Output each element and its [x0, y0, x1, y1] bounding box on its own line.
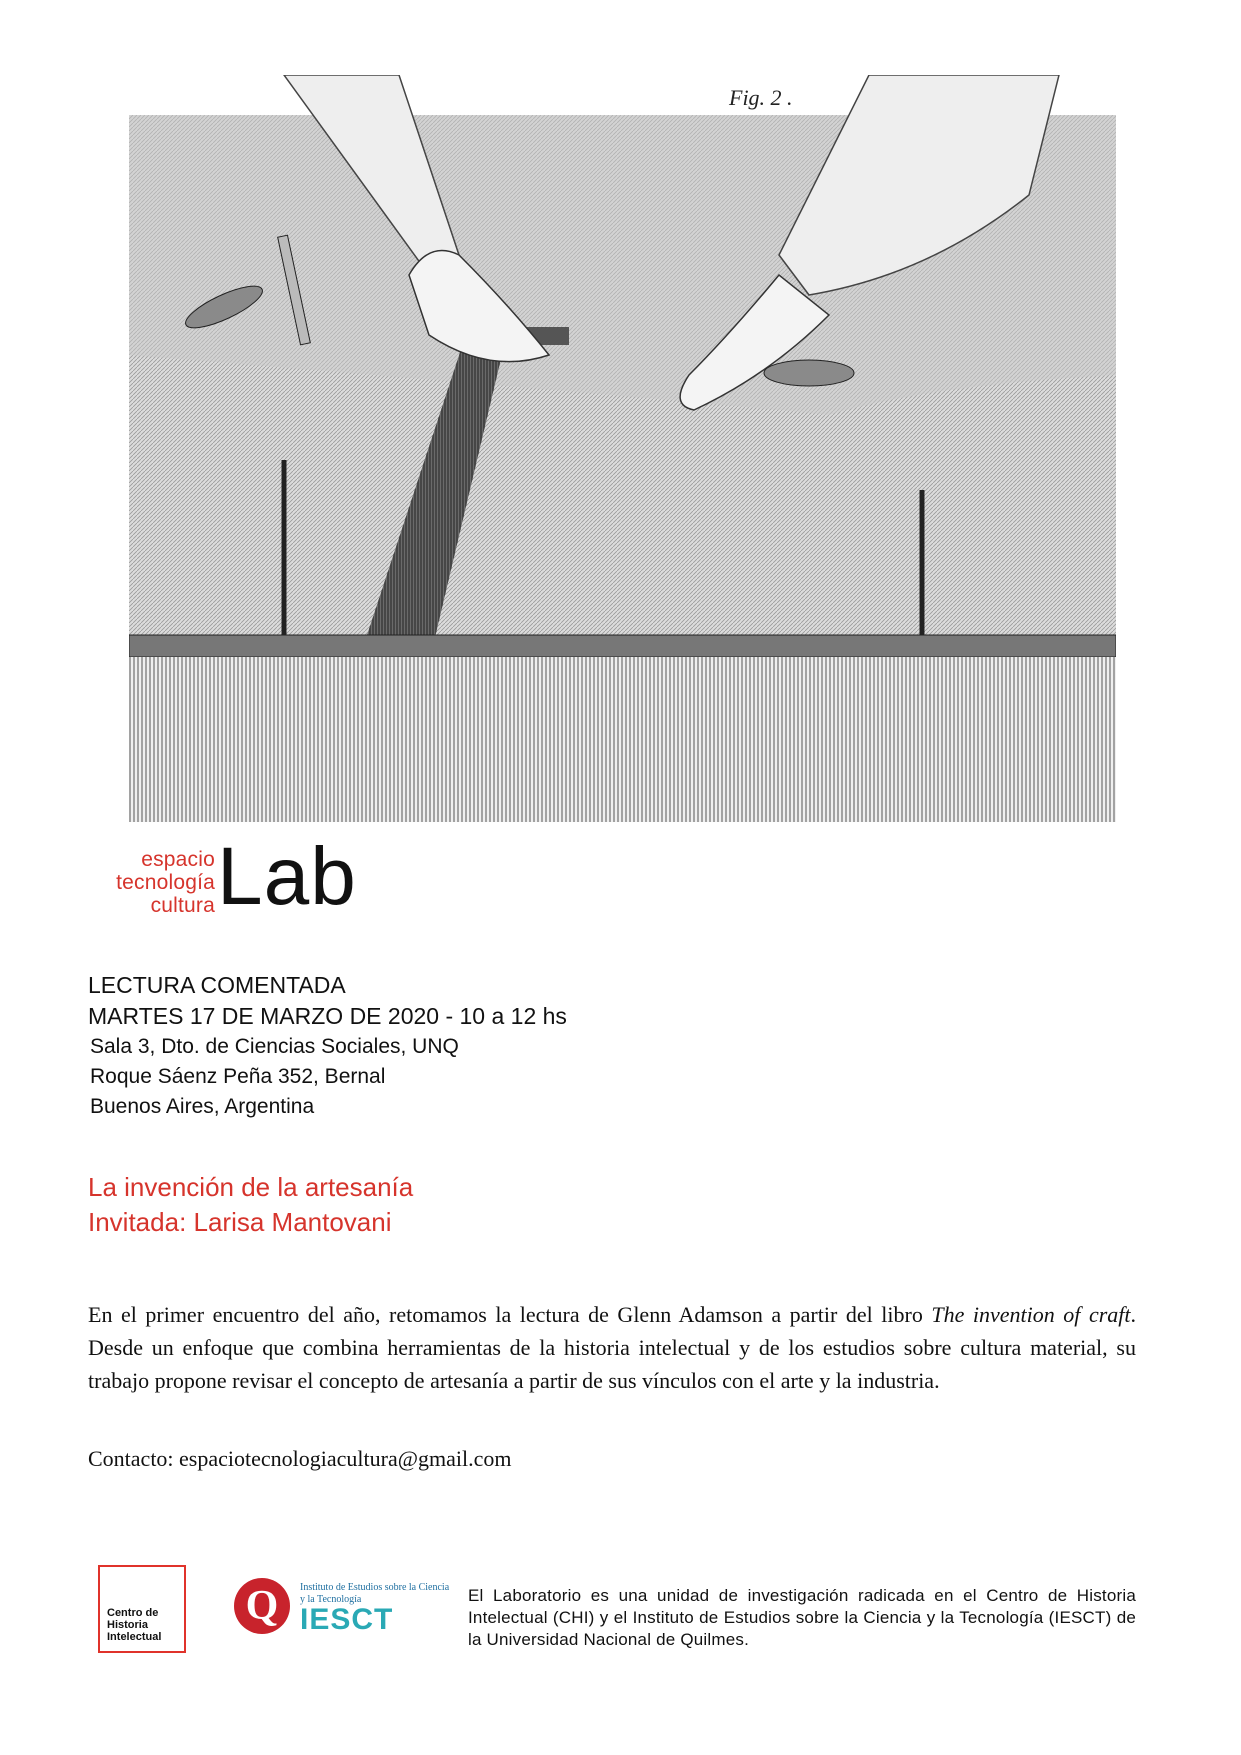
- talk-guest: Invitada: Larisa Mantovani: [88, 1207, 392, 1237]
- venue-line: Roque Sáenz Peña 352, Bernal: [90, 1065, 386, 1088]
- book-title: The invention of craft: [931, 1302, 1131, 1327]
- warp-threads: [129, 657, 1116, 822]
- logo-word-lab: Lab: [217, 831, 357, 922]
- iesct-acronym: IESCT: [300, 1603, 394, 1636]
- talk-title: La invención de la artesanía: [88, 1172, 414, 1202]
- description-part-1: En el primer encuentro del año, retomamos la lectura de Glenn Adamson a partir del libro: [88, 1302, 932, 1327]
- description-part-2: . Desde un enfoque que combina herramientas de la historia intelectual y de los estudios sobre cultura material, su trabajo propone revisar el concepto de artesanía a partir de sus vínculos con el arte y la industria.: [88, 1302, 1136, 1393]
- event-info: [88, 970, 567, 1122]
- venue-line: Buenos Aires, Argentina: [90, 1095, 315, 1118]
- logo-stack: [91, 848, 215, 917]
- iesct-full-name: Instituto de Estudios sobre la Ciencia y la Tecnología: [300, 1582, 450, 1605]
- venue-line: Sala 3, Dto. de Ciencias Sociales, UNQ: [90, 1035, 459, 1058]
- logo-word-espacio: espacio: [141, 848, 215, 871]
- iesct-q-letter: Q: [245, 1583, 279, 1629]
- chi-logo-line: Intelectual: [107, 1631, 162, 1643]
- loom-bar: [129, 635, 1116, 657]
- chi-logo: [98, 1565, 186, 1653]
- contact-line: Contacto: espaciotecnologiacultura@gmail.com: [88, 1446, 512, 1471]
- event-type: LECTURA COMENTADA: [88, 972, 346, 998]
- chi-logo-line: Centro de: [107, 1607, 159, 1619]
- engraving-svg: [129, 75, 1116, 822]
- iesct-logo: [234, 1578, 450, 1638]
- figure-label: Fig. 2 .: [729, 85, 793, 110]
- talk-info: [88, 1170, 413, 1240]
- footer-description: El Laboratorio es una unidad de investigación radicada en el Centro de Historia Intelectual (CHI) y el Instituto de Estudios sobre la Ciencia y la Tecnología (IESCT) de la Universidad Nacional de Quilmes.: [468, 1586, 1136, 1649]
- chi-logo-text: [107, 1607, 161, 1643]
- description-paragraph: [88, 1298, 1136, 1397]
- logo-word-cultura: cultura: [150, 894, 215, 917]
- event-datetime: MARTES 17 DE MARZO DE 2020 - 10 a 12 hs: [88, 1003, 567, 1029]
- loom-engraving-illustration: [129, 75, 1116, 822]
- chi-logo-line: Historia: [107, 1619, 148, 1631]
- bobbin-right: [764, 360, 854, 386]
- logo-word-tecnologia: tecnología: [116, 871, 215, 894]
